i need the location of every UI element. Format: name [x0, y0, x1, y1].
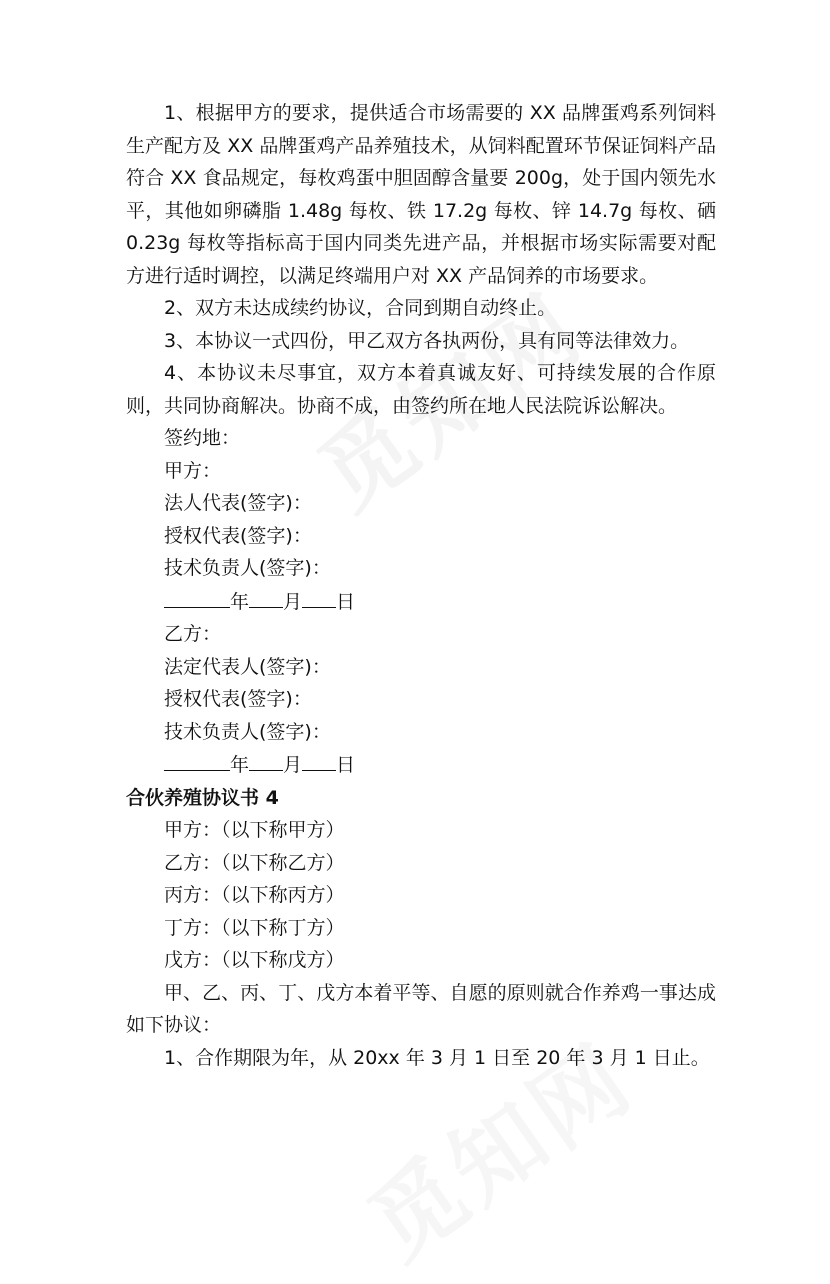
party-line: 乙方：（以下称乙方）	[164, 851, 345, 874]
document-body	[126, 97, 716, 1074]
clause-2-paragraph: 2、双方未达成续约协议，合同到期自动终止。	[164, 297, 557, 319]
month-blank	[249, 748, 283, 771]
party-a-label: 甲方：	[164, 459, 222, 482]
day-label: 日	[336, 590, 356, 613]
year-blank	[164, 748, 230, 771]
section-4-clause-1: 1、合作期限为年，从 20xx 年 3 月 1 日至 20 年 3 月 1 日止。	[164, 1046, 710, 1069]
month-blank	[249, 585, 283, 608]
clause-3-paragraph: 3、本协议一式四份，甲乙双方各执两份，具有同等法律效力。	[164, 329, 690, 352]
year-label: 年	[230, 754, 250, 776]
year-blank	[164, 585, 230, 608]
day-blank	[302, 585, 336, 608]
month-label: 月	[283, 754, 303, 776]
party-line: 甲方：（以下称甲方）	[164, 819, 345, 841]
section-4-intro: 甲、乙、丙、丁、戊方本着平等、自愿的原则就合作养鸡一事达成如下协议：	[126, 981, 716, 1036]
party-b-label: 乙方：	[164, 623, 222, 645]
party-a-date-line	[126, 585, 716, 619]
party-b-legal-rep: 法定代表人(签字)：	[164, 655, 331, 678]
year-label: 年	[230, 590, 250, 613]
section-4-title: 合伙养殖协议书 4	[126, 786, 279, 809]
party-b-authorized-rep: 授权代表(签字)：	[164, 688, 312, 710]
party-b-date-line	[126, 748, 716, 782]
party-a-legal-rep: 法人代表(签字)：	[164, 492, 312, 514]
clause-1-paragraph: 1、根据甲方的要求，提供适合市场需要的 XX 品牌蛋鸡系列饲料生产配方及 XX 品牌蛋鸡产品养殖技术，从饲料配置环节保证饲料产品符合 XX 食品规定，每枚鸡蛋中胆固醇含量要 200g，处于国内领先水平，其他如卵磷脂 1.48g 每枚、铁 17.2g 每枚、锌 14.7g 每枚、硒 0.23g 每枚等指标高于国内同类先进产品，并根据市场实际需要对配方进行适时调控，以满足终端用户对 XX 产品饲养的市场要求。	[126, 102, 716, 287]
sign-place: 签约地：	[164, 427, 241, 449]
clause-4-paragraph: 4、本协议未尽事宜，双方本着真诚友好、可持续发展的合作原则，共同协商解决。协商不成，由签约所在地人民法院诉讼解决。	[126, 362, 716, 417]
month-label: 月	[283, 590, 303, 613]
day-blank	[302, 748, 336, 771]
day-label: 日	[336, 754, 356, 776]
party-b-tech-lead: 技术负责人(签字)：	[164, 720, 331, 743]
party-line: 丙方：（以下称丙方）	[164, 884, 345, 906]
party-a-tech-lead: 技术负责人(签字)：	[164, 557, 331, 579]
party-line: 丁方：（以下称丁方）	[164, 916, 345, 939]
party-a-authorized-rep: 授权代表(签字)：	[164, 524, 312, 547]
party-line: 戊方：（以下称戊方）	[164, 949, 345, 971]
